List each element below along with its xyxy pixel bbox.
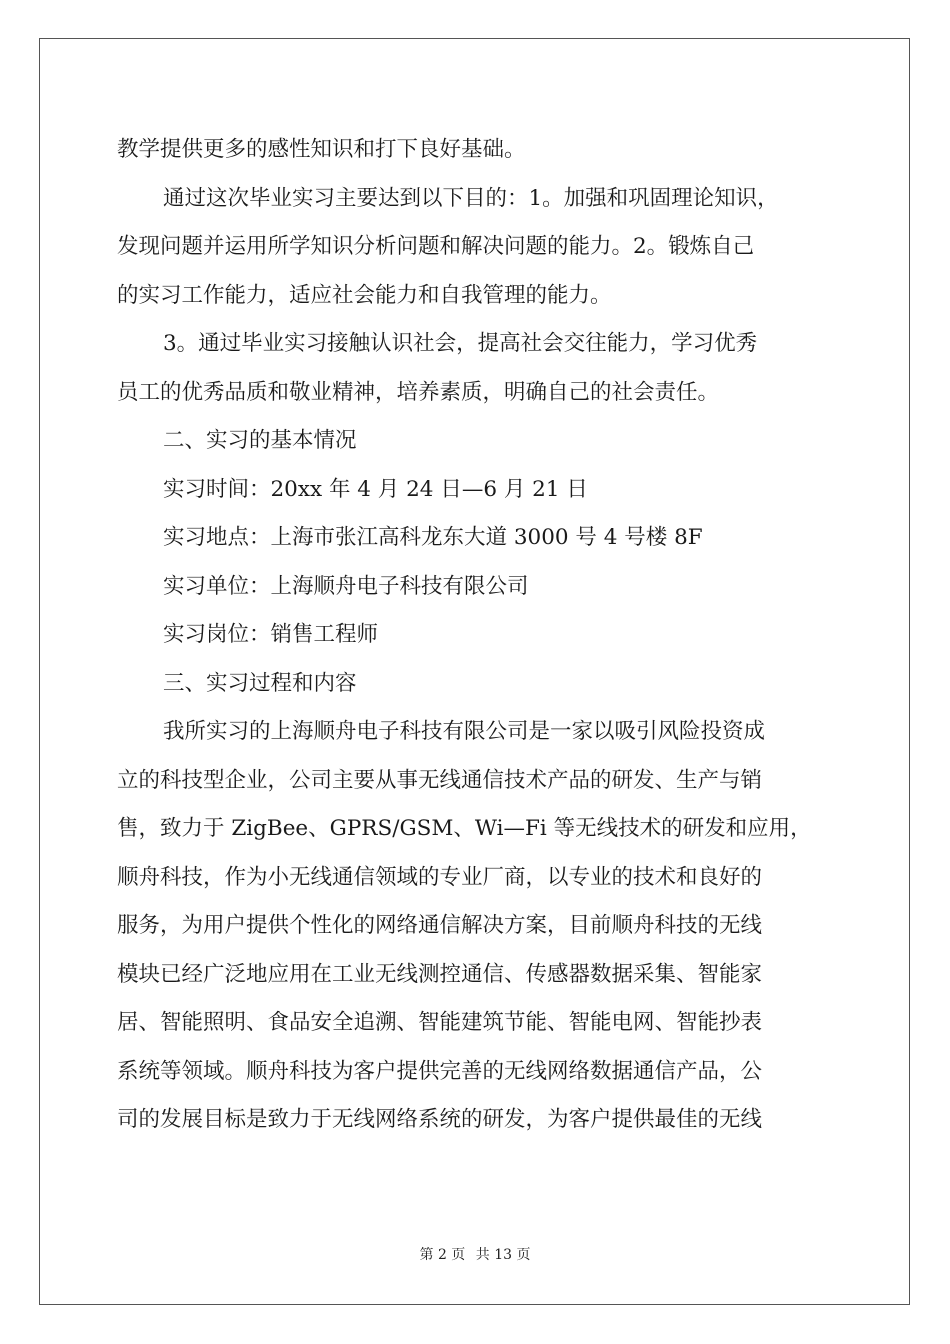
text-line-20: 系统等领域。顺舟科技为客户提供完善的无线网络数据通信产品，公 [117, 1058, 763, 1084]
page-footer [0, 1245, 950, 1265]
internship-company: 实习单位：上海顺舟电子科技有限公司 [163, 573, 529, 599]
text-line-17: 服务，为用户提供个性化的网络通信解决方案，目前顺舟科技的无线 [117, 913, 763, 938]
document-body [117, 126, 837, 1145]
text-line-1: 教学提供更多的感性知识和打下良好基础。 [117, 137, 526, 162]
text-line-3: 发现问题并运用所学知识分析问题和解决问题的能力。2。锻炼自己 [117, 234, 755, 259]
text-line-5: 3。通过毕业实习接触认识社会，提高社会交往能力，学习优秀 [163, 331, 758, 356]
section-heading-basic-info: 二、实习的基本情况 [163, 428, 357, 453]
text-line-14: 立的科技型企业，公司主要从事无线通信技术产品的研发、生产与销 [117, 767, 763, 793]
text-line-4: 的实习工作能力，适应社会能力和自我管理的能力。 [117, 282, 612, 308]
internship-position: 实习岗位：销售工程师 [163, 622, 379, 647]
text-line-16: 顺舟科技，作为小无线通信领域的专业厂商，以专业的技术和良好的 [117, 864, 763, 890]
text-line-15: 售，致力于 ZigBee、GPRS/GSM、Wi—Fi 等无线技术的研发和应用， [117, 816, 812, 841]
page-number-current: 第 2 页 [419, 1247, 466, 1263]
text-line-19: 居、智能照明、食品安全追溯、智能建筑节能、智能电网、智能抄表 [117, 1010, 763, 1035]
text-line-2: 通过这次毕业实习主要达到以下目的：1。加强和巩固理论知识， [163, 185, 779, 211]
internship-location: 实习地点：上海市张江高科龙东大道 3000 号 4 号楼 8F [163, 525, 703, 550]
internship-time: 实习时间：20xx 年 4 月 24 日—6 月 21 日 [163, 476, 588, 502]
page-number-total: 共 13 页 [475, 1247, 531, 1263]
text-line-13: 我所实习的上海顺舟电子科技有限公司是一家以吸引风险投资成 [163, 719, 766, 744]
text-line-6: 员工的优秀品质和敬业精神，培养素质，明确自己的社会责任。 [117, 379, 720, 405]
text-line-21: 司的发展目标是致力于无线网络系统的研发，为客户提供最佳的无线 [117, 1107, 763, 1132]
section-heading-process: 三、实习过程和内容 [163, 670, 357, 696]
text-line-18: 模块已经广泛地应用在工业无线测控通信、传感器数据采集、智能家 [117, 961, 763, 987]
